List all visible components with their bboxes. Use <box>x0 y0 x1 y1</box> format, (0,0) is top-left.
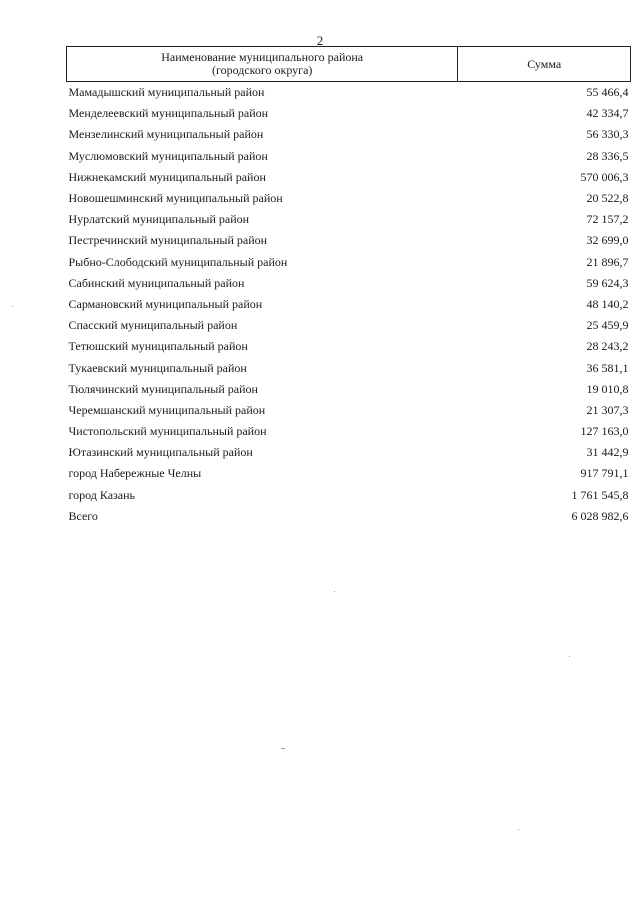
row-name: Черемшанский муниципальный район <box>68 402 266 417</box>
scan-speck <box>334 591 335 592</box>
row-name: город Набережные Челны <box>68 466 202 481</box>
row-name: город Казань <box>68 487 136 502</box>
table-row <box>67 188 631 209</box>
row-sum: 127 163,0 <box>580 424 629 439</box>
row-sum: 28 336,5 <box>586 148 629 163</box>
row-sum: 21 307,3 <box>586 402 629 417</box>
table-row <box>67 146 631 167</box>
row-name: Ютазинский муниципальный район <box>68 445 253 460</box>
row-sum: 72 157,2 <box>586 212 629 227</box>
row-name: Нижнекамский муниципальный район <box>68 169 266 184</box>
page-number: 2 <box>316 33 324 48</box>
row-sum: 32 699,0 <box>586 233 629 248</box>
row-sum: 6 028 982,6 <box>571 508 629 523</box>
row-name: Менделеевский муниципальный район <box>68 106 269 121</box>
row-name: Мамадышский муниципальный район <box>68 85 265 100</box>
row-sum: 36 581,1 <box>586 360 629 375</box>
row-sum: 48 140,2 <box>586 296 629 311</box>
table-row <box>67 463 631 484</box>
table-row <box>67 209 631 230</box>
table-row <box>67 103 631 124</box>
table-row <box>67 273 631 294</box>
row-name: Новошешминский муниципальный район <box>68 191 283 206</box>
scan-speck <box>518 829 519 830</box>
header-sum: Сумма <box>458 47 631 82</box>
table-row <box>67 124 631 145</box>
table-row <box>67 294 631 315</box>
table-row <box>67 315 631 336</box>
header-name-line1: Наименование муниципального района <box>161 50 364 64</box>
row-sum: 20 522,8 <box>586 191 629 206</box>
row-sum: 570 006,3 <box>580 169 629 184</box>
row-name: Чистопольский муниципальный район <box>68 424 267 439</box>
table-header-row <box>67 47 631 82</box>
table-row <box>67 421 631 442</box>
row-sum: 59 624,3 <box>586 275 629 290</box>
table-body <box>67 82 631 527</box>
table-row <box>67 442 631 463</box>
table-row <box>67 379 631 400</box>
table-row <box>67 485 631 506</box>
row-sum: 21 896,7 <box>586 254 629 269</box>
row-name: Муслюмовский муниципальный район <box>68 148 268 163</box>
row-name: Тюлячинский муниципальный район <box>68 381 258 396</box>
table-row <box>67 82 631 104</box>
row-sum: 55 466,4 <box>586 85 629 100</box>
row-name: Сабинский муниципальный район <box>68 275 245 290</box>
row-name: Пестречинский муниципальный район <box>68 233 268 248</box>
row-name: Сармановский муниципальный район <box>68 296 263 311</box>
scan-speck <box>12 306 13 307</box>
table-row <box>67 357 631 378</box>
table-row <box>67 167 631 188</box>
table-row <box>67 400 631 421</box>
row-sum: 31 442,9 <box>586 445 629 460</box>
row-name: Рыбно-Слободский муниципальный район <box>68 254 288 269</box>
row-sum: 19 010,8 <box>586 381 629 396</box>
row-name: Мензелинский муниципальный район <box>68 127 264 142</box>
row-name: Всего <box>68 508 98 523</box>
row-name: Тетюшский муниципальный район <box>68 339 248 354</box>
row-name: Нурлатский муниципальный район <box>68 212 250 227</box>
table-row <box>67 230 631 251</box>
row-sum: 25 459,9 <box>586 318 629 333</box>
header-municipality-name <box>67 47 458 82</box>
table-row <box>67 506 631 527</box>
row-sum: 56 330,3 <box>586 127 629 142</box>
row-sum: 917 791,1 <box>580 466 629 481</box>
row-sum: 42 334,7 <box>586 106 629 121</box>
table-row <box>67 252 631 273</box>
scan-speck <box>569 656 570 657</box>
row-name: Спасский муниципальный район <box>68 318 238 333</box>
row-name: Тукаевский муниципальный район <box>68 360 247 375</box>
row-sum: 28 243,2 <box>586 339 629 354</box>
table-row <box>67 336 631 357</box>
row-sum: 1 761 545,8 <box>571 487 629 502</box>
header-name-line2: (городского округа) <box>211 63 313 77</box>
budget-table <box>66 46 631 527</box>
scan-speck <box>281 748 285 749</box>
